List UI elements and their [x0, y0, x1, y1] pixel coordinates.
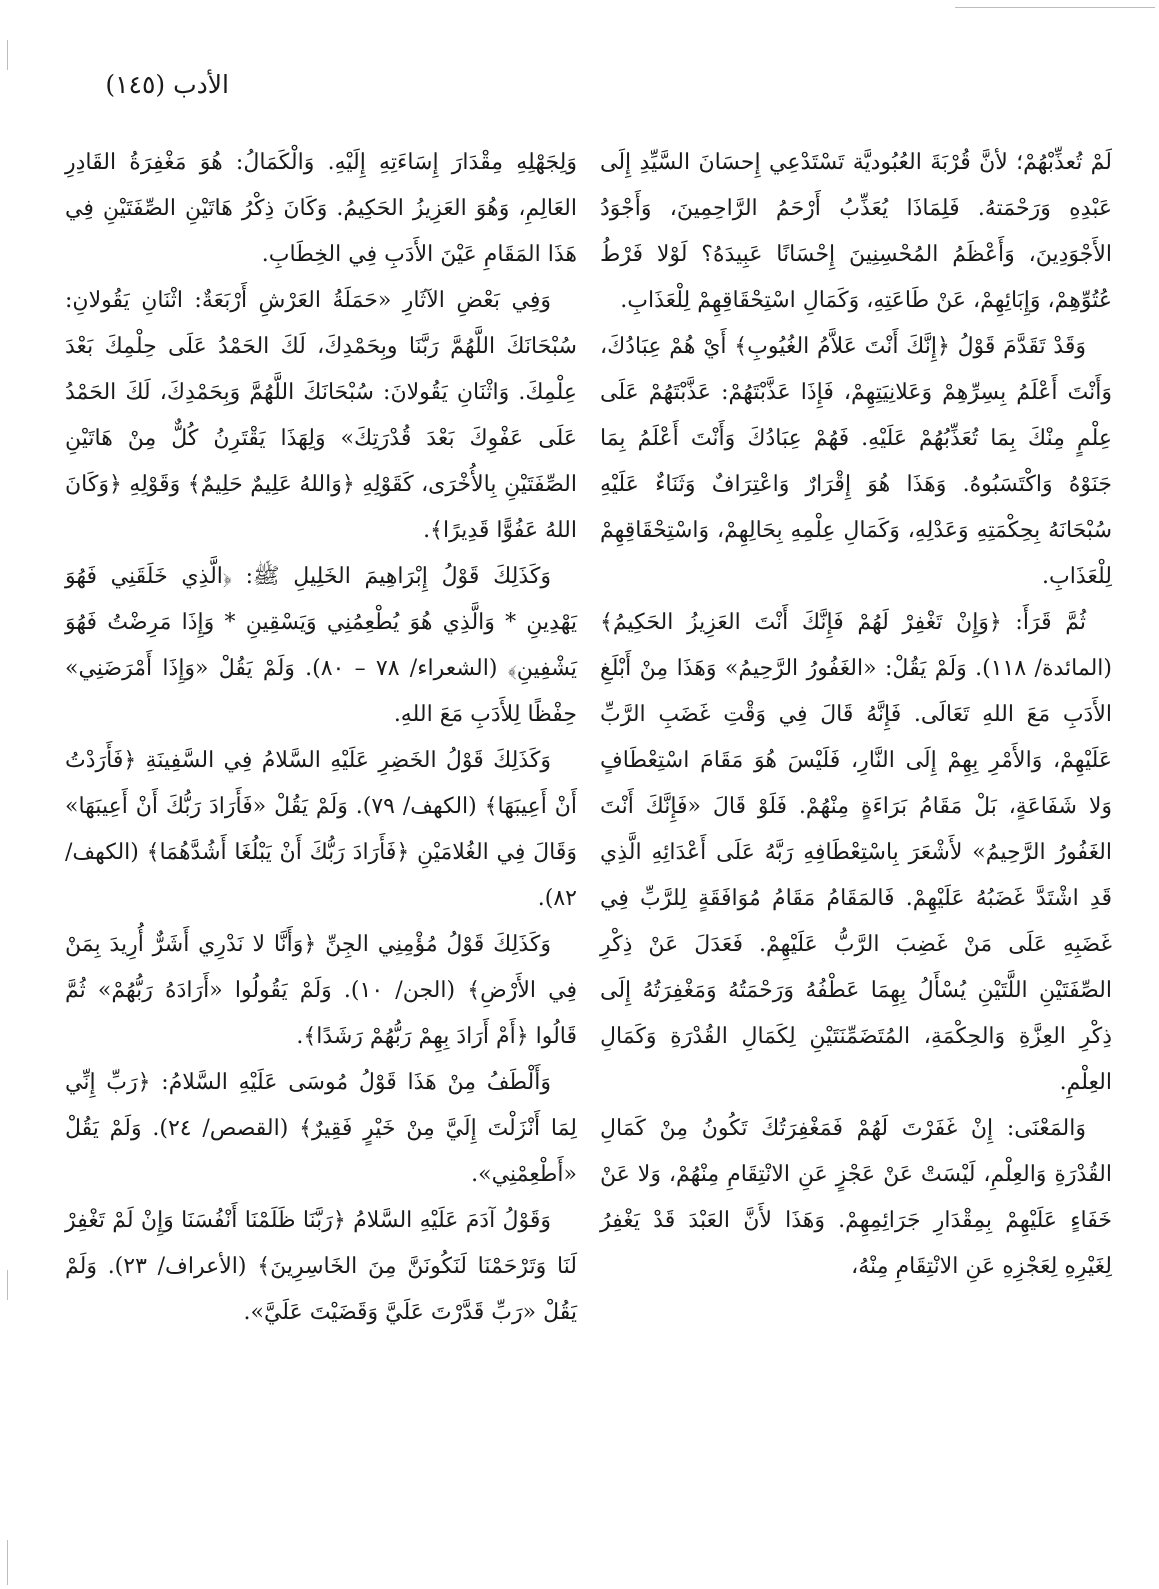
paragraph: وَقَوْلُ آدَمَ عَلَيْهِ السَّلامُ ﴿رَبَّنَا ظَلَمْنَا أَنْفُسَنَا وَإِنْ لَمْ تَغْفِرْ لَنَا وَتَرْحَمْنَا لَنَكُونَنَّ مِنَ الخَاسِرِينَ﴾ (الأعراف/ ٢٣). وَلَمْ يَقُلْ «رَبِّ قَدَّرْتَ عَلَيَّ وَقَضَيْتَ عَلَيَّ».: [65, 1208, 577, 1325]
text-column-left: [65, 140, 577, 1336]
running-header: الأدب (١٤٥): [105, 70, 229, 99]
scan-edge-left: [7, 1270, 8, 1300]
paragraph: وَكَذَلِكَ قَوْلُ مُؤْمِنِي الجِنِّ ﴿وَأَنَّا لا نَدْرِي أَشَرٌّ أُرِيدَ بِمَنْ فِي الأَرْضِ﴾ (الجن/ ١٠). وَلَمْ يَقُولُوا «أَرَادَهُ رَبُّهُمْ» ثُمَّ قَالُوا ﴿أَمْ أَرَادَ بِهِمْ رَبُّهُمْ رَشَدًا﴾.: [65, 932, 577, 1049]
paragraph: وَأَلْطَفُ مِنْ هَذَا قَوْلُ مُوسَى عَلَيْهِ السَّلامُ: ﴿رَبِّ إِنِّي لِمَا أَنْزَلْتَ إِلَيَّ مِنْ خَيْرٍ فَقِيرٌ﴾ (القصص/ ٢٤). وَلَمْ يَقُلْ «أَطْعِمْنِي».: [65, 1070, 577, 1187]
scan-edge-top: [955, 7, 1155, 8]
scan-edge-left: [7, 1540, 8, 1585]
paragraph: وَلِجَهْلِهِ مِقْدَارَ إِسَاءَتِهِ إِلَيْهِ. وَالْكَمَالُ: هُوَ مَغْفِرَةُ القَادِرِ العَالِمِ، وَهُوَ العَزِيزُ الحَكِيمُ. وَكَانَ ذِكْرُ هَاتَيْنِ الصِّفَتَيْنِ فِي هَذَا المَقَامِ عَيْنَ الأَدَبِ فِي الخِطَابِ.: [65, 150, 577, 267]
paragraph: وَكَذَلِكَ قَوْلُ الخَضِرِ عَلَيْهِ السَّلامُ فِي السَّفِينَةِ ﴿فَأَرَدْتُ أَنْ أَعِيبَهَا﴾ (الكهف/ ٧٩). وَلَمْ يَقُلْ «فَأَرَادَ رَبُّكَ أَنْ أَعِيبَهَا» وَقَالَ فِي الغُلامَيْنِ ﴿فَأَرَادَ رَبُّكَ أَنْ يَبْلُغَا أَشُدَّهُمَا﴾ (الكهف/ ٨٢).: [65, 748, 577, 911]
paragraph: لَمْ تُعذِّبْهُمْ؛ لأنَّ قُرْبَةَ العُبُوديَّة تَسْتَدْعِي إِحسَانَ السَّيِّدِ إِلَى عَبْدِهِ وَرَحْمَتهُ. فَلِمَاذَا يُعَذِّبُ أَرْحَمُ الرَّاحِمِينَ، وَأَجْوَدُ الأَجْوَدِينَ، وَأَعْظَمُ المُحْسِنِينَ إِحْسَانًا عَبِيدَهُ؟ لَوْلا فَرْطُ عُتُوِّهِمْ، وَإِبَائِهِمْ، عَنْ طَاعَتِهِ، وَكَمَالِ اسْتِحْقَاقِهِمْ لِلْعَذَابِ.: [600, 150, 1112, 313]
paragraph: وَقَدْ تَقَدَّمَ قَوْلُ ﴿إِنَّكَ أَنْتَ عَلاَّمُ الغُيُوبِ﴾ أَيْ هُمْ عِبَادُكَ، وَأَنْتَ أَعْلَمُ بِسِرِّهِمْ وَعَلانِيَتِهِمْ، فَإِذَا عَذَّبْتَهُمْ: عَذَّبْتَهُمْ عَلَى عِلْمٍ مِنْكَ بِمَا تُعَذِّبُهُمْ عَلَيْهِ. فَهُمْ عِبَادُكَ وَأَنْتَ أَعْلَمُ بِمَا جَنَوْهُ وَاكْتَسَبُوهُ. وَهَذَا هُوَ إِقْرَارٌ وَاعْتِرَافٌ وَثَنَاءٌ عَلَيْهِ سُبْحَانَهُ بِحِكْمَتِهِ وَعَدْلِهِ، وَكَمَالِ عِلْمِهِ بِحَالِهِمْ، وَاسْتِحْقَاقِهِمْ لِلْعَذَابِ.: [600, 334, 1112, 589]
scan-edge-left: [7, 40, 8, 70]
text-column-right: [600, 140, 1112, 1290]
paragraph: وَكَذَلِكَ قَوْلُ إِبْرَاهِيمَ الخَلِيلِ ﷺ: ﴿الَّذِي خَلَقَنِي فَهُوَ يَهْدِينِ * وَالَّذِي هُوَ يُطْعِمُنِي وَيَسْقِينِ * وَإِذَا مَرِضْتُ فَهُوَ يَشْفِينِ﴾ (الشعراء/ ٧٨ – ٨٠). وَلَمْ يَقُلْ «وَإِذَا أَمْرَضَنِي» حِفْظًا لِلأَدَبِ مَعَ اللهِ.: [65, 564, 577, 727]
paragraph: وَالمَعْنَى: إِنْ غَفَرْتَ لَهُمْ فَمَغْفِرَتُكَ تَكُونُ مِنْ كَمَالِ القُدْرَةِ وَالعِلْمِ، لَيْسَتْ عَنْ عَجْزٍ عَنِ الانْتِقَامِ مِنْهُمْ، وَلا عَنْ خَفَاءٍ عَلَيْهِمْ بِمِقْدَارِ جَرَائِمِهِمْ. وَهَذَا لأَنَّ العَبْدَ قَدْ يَغْفِرُ لِغَيْرِهِ لِعَجْزِهِ عَنِ الانْتِقَامِ مِنْهُ،: [600, 1116, 1112, 1279]
paragraph: ثُمَّ قَرَأَ: ﴿وَإِنْ تَغْفِرْ لَهُمْ فَإِنَّكَ أَنْتَ العَزِيزُ الحَكِيمُ﴾ (المائدة/ ١١٨). وَلَمْ يَقُلْ: «الغَفُورُ الرَّحِيمُ» وَهَذَا مِنْ أَبْلَغِ الأَدَبِ مَعَ اللهِ تَعَالَى. فَإِنَّهُ قَالَ فِي وَقْتِ غَضَبِ الرَّبِّ عَلَيْهِمْ، وَالأَمْرِ بِهِمْ إِلَى النَّارِ، فَلَيْسَ هُوَ مَقَامَ اسْتِعْطَافٍ وَلا شَفَاعَةٍ، بَلْ مَقَامُ بَرَاءَةٍ مِنْهُمْ. فَلَوْ قَالَ «فَإِنَّكَ أَنْتَ الغَفُورُ الرَّحِيمُ» لأَشْعَرَ بِاسْتِعْطَافِهِ رَبَّهُ عَلَى أَعْدَائِهِ الَّذِي قَدِ اشْتَدَّ غَضَبُهُ عَلَيْهِمْ. فَالمَقَامُ مَقَامُ مُوَافَقَةٍ لِلرَّبِّ فِي غَضَبِهِ عَلَى مَنْ غَضِبَ الرَّبُّ عَلَيْهِمْ. فَعَدَلَ عَنْ ذِكْرِ الصِّفَتَيْنِ اللَّتَيْنِ يُسْأَلُ بِهِمَا عَطْفُهُ وَرَحْمَتُهُ وَمَغْفِرَتُهُ إِلَى ذِكْرِ العِزَّةِ وَالحِكْمَةِ، المُتَضَمِّنَتَيْنِ لِكَمَالِ القُدْرَةِ وَكَمَالِ العِلْمِ.: [600, 610, 1112, 1095]
paragraph: وَفِي بَعْضِ الآثَارِ «حَمَلَةُ العَرْشِ أَرْبَعَةٌ: اثْنَانِ يَقُولانِ: سُبْحَانَكَ اللَّهُمَّ رَبَّنَا وبِحَمْدِكَ، لَكَ الحَمْدُ عَلَى حِلْمِكَ بَعْدَ عِلْمِكَ. وَاثْنَانِ يَقُولانَ: سُبْحَانَكَ اللَّهُمَّ وَبِحَمْدِكَ، لَكَ الحَمْدُ عَلَى عَفْوِكَ بَعْدَ قُدْرَتِكَ» وَلِهَذَا يَقْتَرِنُ كُلٌّ مِنْ هَاتَيْنِ الصِّفَتَيْنِ بِالأُخْرَى، كَقَوْلِهِ ﴿وَاللهُ عَلِيمٌ حَلِيمٌ﴾ وَقَوْلِهِ ﴿وَكَانَ اللهُ عَفُوًّا قَدِيرًا﴾.: [65, 288, 577, 543]
